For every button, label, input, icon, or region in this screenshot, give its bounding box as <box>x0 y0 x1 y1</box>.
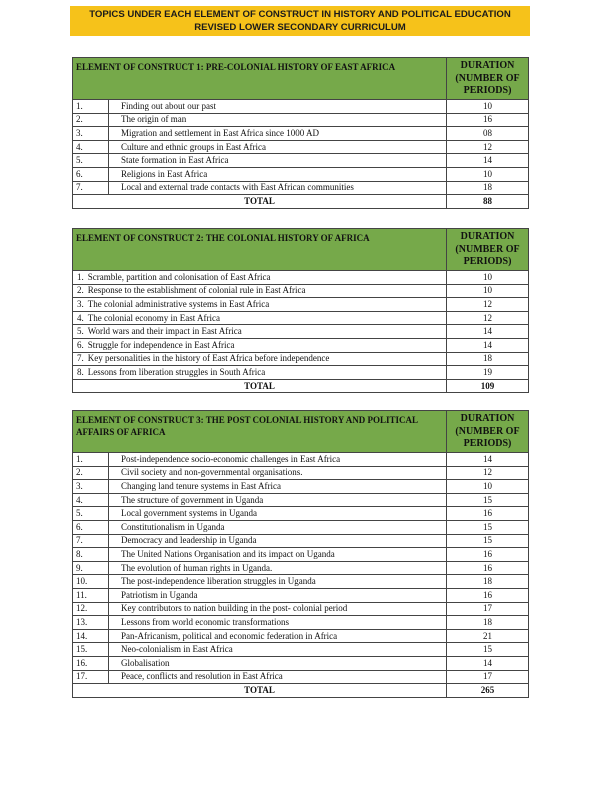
table-row <box>73 520 529 534</box>
row-number: 2. <box>73 113 109 127</box>
periods-value: 14 <box>447 453 529 467</box>
topic-text: Scramble, partition and colonisation of East Africa <box>87 271 271 282</box>
row-number: 6. <box>77 339 84 350</box>
total-value: 265 <box>447 684 529 698</box>
table-row <box>73 100 529 114</box>
periods-value: 15 <box>447 493 529 507</box>
row-number: 10. <box>73 575 109 589</box>
topic-text: Response to the establishment of colonial rule in East Africa <box>87 285 306 296</box>
topic-text: The colonial economy in East Africa <box>87 312 220 323</box>
topic-text: The colonial administrative systems in East Africa <box>87 298 270 309</box>
table-row <box>73 466 529 480</box>
topic-text: The structure of government in Uganda <box>109 493 447 507</box>
topic-text: Civil society and non-governmental organisations. <box>109 466 447 480</box>
periods-value: 14 <box>447 338 529 352</box>
topic-text: Changing land tenure systems in East Africa <box>109 480 447 494</box>
periods-value: 14 <box>447 325 529 339</box>
topic-cell <box>73 366 447 380</box>
periods-value: 17 <box>447 602 529 616</box>
row-number: 4. <box>77 312 84 323</box>
periods-value: 21 <box>447 629 529 643</box>
row-number: 11. <box>73 588 109 602</box>
banner-line-2: REVISED LOWER SECONDARY CURRICULUM <box>194 22 406 33</box>
topic-cell <box>73 271 447 285</box>
total-value: 109 <box>447 379 529 393</box>
table-row <box>73 352 529 366</box>
construct-title: ELEMENT OF CONSTRUCT 3: THE POST COLONIAL HISTORY AND POLITICAL AFFAIRS OF AFRICA <box>73 411 447 453</box>
duration-header: DURATION (NUMBER OF PERIODS) <box>447 229 529 271</box>
construct-title: ELEMENT OF CONSTRUCT 1: PRE-COLONIAL HISTORY OF EAST AFRICA <box>73 58 447 100</box>
topic-text: The evolution of human rights in Uganda. <box>109 561 447 575</box>
table-row <box>73 140 529 154</box>
document-banner <box>70 6 530 36</box>
topic-text: The origin of man <box>109 113 447 127</box>
topic-text: Patriotism in Uganda <box>109 588 447 602</box>
row-number: 6. <box>73 520 109 534</box>
row-number: 8. <box>73 548 109 562</box>
topic-text: The United Nations Organisation and its impact on Uganda <box>109 548 447 562</box>
periods-value: 12 <box>447 311 529 325</box>
table-row <box>73 575 529 589</box>
topic-text: Local government systems in Uganda <box>109 507 447 521</box>
table-row <box>73 338 529 352</box>
topic-text: Peace, conflicts and resolution in East Africa <box>109 670 447 684</box>
table-row <box>73 453 529 467</box>
topic-text: Lessons from world economic transformations <box>109 616 447 630</box>
periods-value: 19 <box>447 366 529 380</box>
topic-text: World wars and their impact in East Africa <box>87 326 242 337</box>
topic-cell <box>73 352 447 366</box>
table-row <box>73 154 529 168</box>
topic-cell <box>73 338 447 352</box>
row-number: 9. <box>73 561 109 575</box>
periods-value: 10 <box>447 167 529 181</box>
topic-text: Struggle for independence in East Africa <box>87 339 235 350</box>
topic-text: Constitutionalism in Uganda <box>109 520 447 534</box>
duration-header: DURATION (NUMBER OF PERIODS) <box>447 58 529 100</box>
table-row <box>73 656 529 670</box>
table-row <box>73 298 529 312</box>
row-number: 16. <box>73 656 109 670</box>
row-number: 1. <box>73 453 109 467</box>
periods-value: 18 <box>447 181 529 195</box>
periods-value: 16 <box>447 507 529 521</box>
row-number: 4. <box>73 140 109 154</box>
total-label: TOTAL <box>73 379 447 393</box>
total-value: 88 <box>447 195 529 209</box>
duration-header: DURATION (NUMBER OF PERIODS) <box>447 411 529 453</box>
table-row <box>73 548 529 562</box>
topic-text: The post-independence liberation struggles in Uganda <box>109 575 447 589</box>
periods-value: 16 <box>447 113 529 127</box>
periods-value: 10 <box>447 271 529 285</box>
periods-value: 16 <box>447 561 529 575</box>
periods-value: 08 <box>447 127 529 141</box>
topic-cell <box>73 298 447 312</box>
total-row <box>73 684 529 698</box>
banner-line-1: TOPICS UNDER EACH ELEMENT OF CONSTRUCT IN HISTORY AND POLITICAL EDUCATION <box>89 9 511 20</box>
row-number: 4. <box>73 493 109 507</box>
row-number: 3. <box>73 480 109 494</box>
row-number: 1. <box>73 100 109 114</box>
construct-3-table <box>72 410 529 698</box>
construct-title: ELEMENT OF CONSTRUCT 2: THE COLONIAL HISTORY OF AFRICA <box>73 229 447 271</box>
table-row <box>73 588 529 602</box>
periods-value: 18 <box>447 575 529 589</box>
topic-text: Key personalities in the history of East Africa before independence <box>87 353 330 364</box>
total-row <box>73 195 529 209</box>
row-number: 17. <box>73 670 109 684</box>
table-row <box>73 127 529 141</box>
row-number: 12. <box>73 602 109 616</box>
periods-value: 10 <box>447 480 529 494</box>
topic-cell <box>73 325 447 339</box>
periods-value: 10 <box>447 100 529 114</box>
row-number: 7. <box>77 353 84 364</box>
table-row <box>73 561 529 575</box>
topic-text: Religions in East Africa <box>109 167 447 181</box>
construct-2-table <box>72 228 529 393</box>
table-row <box>73 325 529 339</box>
periods-value: 15 <box>447 643 529 657</box>
total-row <box>73 379 529 393</box>
table-row <box>73 167 529 181</box>
row-number: 5. <box>77 326 84 337</box>
table-row <box>73 113 529 127</box>
table-row <box>73 284 529 298</box>
topic-text: Pan-Africanism, political and economic federation in Africa <box>109 629 447 643</box>
row-number: 13. <box>73 616 109 630</box>
topic-text: Finding out about our past <box>109 100 447 114</box>
topic-text: State formation in East Africa <box>109 154 447 168</box>
topic-text: Neo-colonialism in East Africa <box>109 643 447 657</box>
row-number: 3. <box>73 127 109 141</box>
table-row <box>73 366 529 380</box>
row-number: 15. <box>73 643 109 657</box>
periods-value: 12 <box>447 466 529 480</box>
table-row <box>73 311 529 325</box>
topic-text: Globalisation <box>109 656 447 670</box>
row-number: 6. <box>73 167 109 181</box>
construct-1-table <box>72 57 529 209</box>
periods-value: 17 <box>447 670 529 684</box>
table-row <box>73 181 529 195</box>
periods-value: 16 <box>447 588 529 602</box>
row-number: 5. <box>73 154 109 168</box>
topic-text: Culture and ethnic groups in East Africa <box>109 140 447 154</box>
topic-text: Key contributors to nation building in the post- colonial period <box>109 602 447 616</box>
table-row <box>73 534 529 548</box>
table-row <box>73 616 529 630</box>
topic-text: Migration and settlement in East Africa since 1000 AD <box>109 127 447 141</box>
periods-value: 18 <box>447 616 529 630</box>
row-number: 3. <box>77 298 84 309</box>
total-label: TOTAL <box>73 684 447 698</box>
table-header <box>73 229 529 271</box>
table-row <box>73 629 529 643</box>
row-number: 7. <box>73 181 109 195</box>
topic-text: Post-independence socio-economic challenges in East Africa <box>109 453 447 467</box>
table-row <box>73 670 529 684</box>
periods-value: 15 <box>447 520 529 534</box>
table-header <box>73 411 529 453</box>
total-label: TOTAL <box>73 195 447 209</box>
table-row <box>73 493 529 507</box>
table-row <box>73 602 529 616</box>
periods-value: 16 <box>447 548 529 562</box>
row-number: 8. <box>77 366 84 377</box>
table-row <box>73 480 529 494</box>
periods-value: 18 <box>447 352 529 366</box>
periods-value: 12 <box>447 140 529 154</box>
row-number: 14. <box>73 629 109 643</box>
row-number: 5. <box>73 507 109 521</box>
periods-value: 15 <box>447 534 529 548</box>
periods-value: 10 <box>447 284 529 298</box>
row-number: 2. <box>77 285 84 296</box>
periods-value: 14 <box>447 154 529 168</box>
topic-text: Local and external trade contacts with East African communities <box>109 181 447 195</box>
row-number: 7. <box>73 534 109 548</box>
row-number: 2. <box>73 466 109 480</box>
topic-text: Lessons from liberation struggles in South Africa <box>87 366 266 377</box>
table-row <box>73 271 529 285</box>
topic-text: Democracy and leadership in Uganda <box>109 534 447 548</box>
row-number: 1. <box>77 271 84 282</box>
topic-cell <box>73 284 447 298</box>
table-row <box>73 643 529 657</box>
table-row <box>73 507 529 521</box>
periods-value: 12 <box>447 298 529 312</box>
table-header <box>73 58 529 100</box>
topic-cell <box>73 311 447 325</box>
periods-value: 14 <box>447 656 529 670</box>
